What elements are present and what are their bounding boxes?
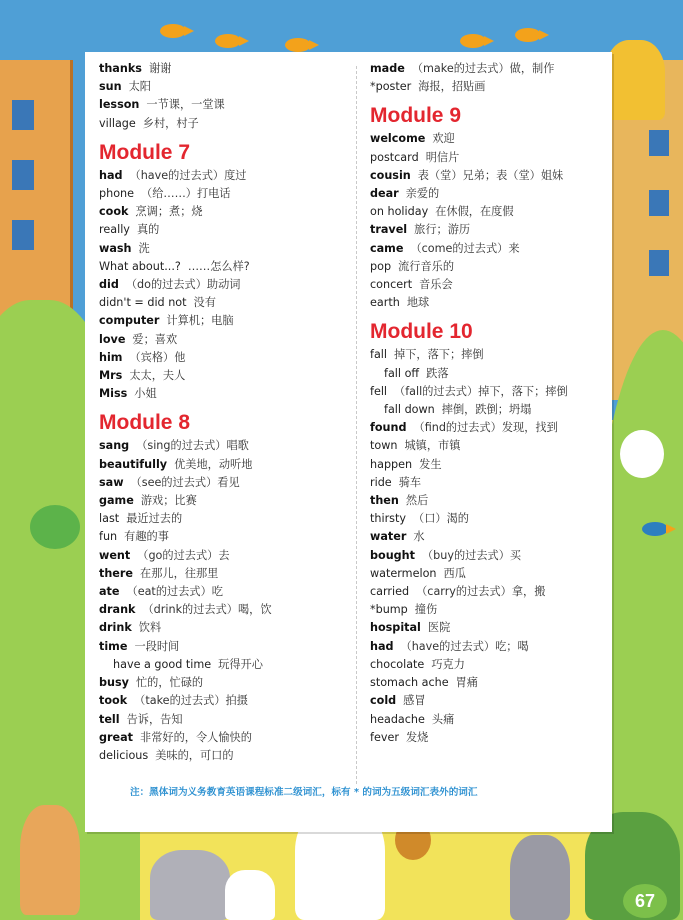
footnote: 注：黑体词为义务教育英语课程标准二级词汇，标有 * 的词为五级词汇表外的词汇 (130, 787, 478, 798)
vocab-entry (99, 656, 339, 674)
fish-icon (285, 38, 311, 52)
vocab-meaning: 亲爱的 (405, 187, 440, 201)
vocab-entry (370, 130, 605, 148)
vocab-meaning: 西瓜 (443, 566, 466, 580)
vocab-meaning: 在那儿，往那里 (140, 566, 219, 580)
vocab-word: happen (370, 457, 413, 471)
vocab-word: busy (99, 676, 129, 690)
vocab-meaning: 非常好的，令人愉快的 (140, 730, 252, 744)
vocab-word: saw (99, 475, 124, 489)
vocab-entry (99, 258, 339, 276)
vocab-meaning: 海报，招贴画 (418, 80, 486, 94)
vocab-word: delicious (99, 748, 149, 762)
vocab-meaning: 明信片 (425, 150, 460, 164)
puppy-character (225, 870, 275, 920)
vocab-word: great (99, 730, 134, 744)
vocab-word: on holiday (370, 205, 429, 219)
vocab-word: went (99, 548, 131, 562)
vocab-word: drank (99, 603, 136, 617)
vocab-entry (99, 349, 339, 367)
vocab-entry (99, 221, 339, 239)
vocab-meaning: 爱；喜欢 (132, 332, 178, 346)
vocab-entry (370, 365, 605, 383)
vocab-entry (99, 583, 339, 601)
vocab-word: cold (370, 694, 397, 708)
bird-character (620, 430, 664, 478)
vocab-word: sang (99, 439, 130, 453)
vocab-entry (99, 474, 339, 492)
vocab-meaning: 美味的，可口的 (155, 748, 234, 762)
vocab-word: beautifully (99, 457, 168, 471)
vocab-meaning: 真的 (136, 223, 160, 237)
vocab-entry (99, 601, 339, 619)
vocab-entry (99, 692, 339, 710)
vocab-meaning: 胃痛 (455, 676, 478, 690)
vocab-meaning: （come的过去式）来 (410, 241, 520, 255)
vocab-word: love (99, 332, 126, 346)
vocab-meaning: （do的过去式）助动词 (125, 278, 241, 292)
vocab-meaning: 撞伤 (414, 603, 438, 617)
vocab-entry (370, 383, 605, 401)
vocab-word: computer (99, 314, 160, 328)
vocab-word: then (370, 494, 399, 508)
vocab-entry (370, 78, 605, 96)
vocab-entry (370, 419, 605, 437)
vocab-word: pop (370, 259, 392, 273)
vocab-word: found (370, 421, 407, 435)
vocab-word: fever (370, 730, 399, 744)
module-heading: Module 7 (99, 140, 191, 164)
fish-icon (215, 34, 241, 48)
vocab-entry (99, 674, 339, 692)
vocab-word: drink (99, 621, 132, 635)
vocab-entry (99, 276, 339, 294)
vocab-meaning: 计算机；电脑 (166, 314, 234, 328)
vocab-meaning: 游戏；比赛 (140, 494, 197, 508)
vocab-meaning: 摔倒，跌倒；坍塌 (441, 403, 532, 417)
vocab-meaning: 水 (413, 530, 425, 544)
vocab-word: *bump (370, 603, 408, 617)
vocab-meaning: （fall的过去式）掉下，落下；摔倒 (394, 384, 568, 398)
vocab-meaning: 跌落 (426, 366, 449, 380)
vocab-entry (99, 747, 339, 765)
vocab-entry (370, 167, 605, 185)
vocab-word: carried (370, 585, 410, 599)
vocab-meaning: 饮料 (138, 621, 162, 635)
vocabulary-page (85, 52, 612, 832)
vocab-meaning: 优美地，动听地 (174, 457, 253, 471)
vocab-entry (99, 367, 339, 385)
vocab-word: cousin (370, 168, 411, 182)
vocab-entry (370, 711, 605, 729)
wolf-character (510, 835, 570, 920)
cat-character (20, 805, 80, 915)
vocab-word: postcard (370, 150, 419, 164)
vocab-meaning: （给……）打电话 (141, 187, 231, 201)
vocab-entry (99, 729, 339, 747)
module-heading: Module 9 (370, 104, 462, 128)
vocab-entry (99, 240, 339, 258)
page-number: 67 (623, 884, 667, 918)
vocab-word: village (99, 116, 136, 130)
vocab-word: thirsty (370, 512, 407, 526)
vocab-word: *poster (370, 80, 412, 94)
vocab-meaning: 发烧 (405, 730, 429, 744)
vocab-word: earth (370, 296, 400, 310)
vocab-entry (99, 312, 339, 330)
vocab-entry (370, 583, 605, 601)
vocab-meaning: 医院 (427, 621, 451, 635)
vocab-meaning: 有趣的事 (124, 530, 169, 544)
vocab-entry (370, 474, 605, 492)
module-heading: Module 10 (370, 320, 473, 344)
vocab-entry (370, 346, 605, 364)
vocab-word: travel (370, 223, 408, 237)
vocab-word: time (99, 639, 128, 653)
vocab-meaning: （have的过去式）吃；喝 (400, 639, 529, 653)
vocab-entry (99, 510, 339, 528)
vocab-word: cook (99, 205, 129, 219)
vocab-entry (370, 729, 605, 747)
vocab-entry (370, 60, 605, 78)
vocab-meaning: 烹调；煮；烧 (135, 205, 203, 219)
vocab-word: ride (370, 475, 392, 489)
vocab-meaning: 最近过去的 (126, 512, 183, 526)
elephant-character (150, 850, 230, 920)
vocab-entry (99, 638, 339, 656)
vocab-entry (99, 78, 339, 96)
vocab-meaning: 在休假，在度假 (435, 205, 514, 219)
vocab-entry (99, 456, 339, 474)
vocab-meaning: （carry的过去式）拿，搬 (416, 585, 546, 599)
vocab-entry (370, 437, 605, 455)
vocab-entry (99, 331, 339, 349)
vocab-word: fun (99, 530, 118, 544)
vocab-meaning: 小姐 (134, 387, 157, 401)
vocab-meaning: 忙的，忙碌的 (135, 676, 204, 690)
vocab-word: tell (99, 712, 120, 726)
vocab-word: What about...? (99, 259, 181, 273)
vocab-meaning: （have的过去式）度过 (129, 168, 247, 182)
column-divider (356, 66, 357, 784)
vocab-meaning: 掉下，落下；摔倒 (394, 348, 484, 362)
vocab-meaning: 一节课，一堂课 (146, 98, 225, 112)
vocab-entry (99, 203, 339, 221)
vocab-entry (99, 619, 339, 637)
vocab-entry (370, 203, 605, 221)
vocab-entry (99, 437, 339, 455)
vocab-word: wash (99, 241, 132, 255)
vocab-meaning: 谢谢 (148, 62, 172, 75)
vocab-meaning: （口）渴的 (413, 512, 469, 526)
vocab-word: last (99, 512, 120, 526)
vocab-word: took (99, 694, 128, 708)
vocab-word: had (99, 168, 123, 182)
vocab-meaning: 太太，夫人 (129, 369, 186, 383)
vocab-entry (99, 547, 339, 565)
vocab-entry (370, 528, 605, 546)
vocab-entry (370, 149, 605, 167)
vocab-entry (370, 510, 605, 528)
vocab-meaning: （take的过去式）拍摄 (134, 694, 248, 708)
vocab-meaning: 洗 (138, 241, 150, 255)
vocab-meaning: 地球 (406, 296, 430, 310)
vocab-meaning: 告诉，告知 (126, 712, 183, 726)
vocab-meaning: （eat的过去式）吃 (126, 585, 223, 599)
vocab-entry (370, 276, 605, 294)
vocab-entry (99, 185, 339, 203)
vocab-word: have a good time (113, 657, 212, 671)
vocab-entry (99, 385, 339, 403)
vocab-word: hospital (370, 621, 421, 635)
module-heading: Module 8 (99, 411, 191, 435)
vocab-word: didn't = did not (99, 296, 187, 310)
vocab-entry (99, 492, 339, 510)
vocab-word: did (99, 278, 119, 292)
vocab-word: bought (370, 548, 415, 562)
vocab-meaning: 没有 (193, 296, 216, 310)
vocab-meaning: 发生 (419, 457, 442, 471)
vocab-meaning: （go的过去式）去 (137, 548, 230, 562)
vocab-word: lesson (99, 98, 140, 112)
vocab-meaning: 玩得开心 (218, 657, 263, 671)
vocab-meaning: ……怎么样? (187, 259, 250, 273)
vocab-word: watermelon (370, 566, 437, 580)
vocab-word: fell (370, 384, 388, 398)
fish-icon (460, 34, 486, 48)
vocab-word: him (99, 350, 123, 364)
blue-fish-icon (642, 522, 668, 536)
vocab-word: game (99, 494, 134, 508)
vocab-word: dear (370, 187, 399, 201)
vocab-meaning: 旅行；游历 (414, 223, 471, 237)
vocab-meaning: 头痛 (431, 712, 455, 726)
vocab-word: made (370, 62, 405, 75)
vocab-word: there (99, 566, 134, 580)
vocab-meaning: （buy的过去式）买 (421, 548, 522, 562)
vocab-entry (99, 167, 339, 185)
vocab-meaning: 太阳 (128, 80, 151, 94)
bee-character (605, 40, 665, 120)
fish-icon (515, 28, 541, 42)
vocab-meaning: 流行音乐的 (398, 259, 455, 273)
vocab-meaning: （drink的过去式）喝，饮 (142, 603, 272, 617)
vocab-word: water (370, 530, 407, 544)
vocab-meaning: （sing的过去式）唱歌 (136, 439, 249, 453)
vocab-entry (370, 692, 605, 710)
vocab-entry (370, 456, 605, 474)
vocab-entry (370, 674, 605, 692)
vocab-word: phone (99, 187, 135, 201)
vocab-meaning: 乡村，村子 (142, 116, 199, 130)
vocab-word: fall (370, 348, 388, 362)
vocab-entry (99, 115, 339, 133)
vocab-word: stomach ache (370, 676, 449, 690)
vocab-entry (99, 528, 339, 546)
vocabulary-column-left (99, 60, 339, 765)
vocab-entry (370, 656, 605, 674)
vocab-word: fall off (384, 366, 420, 380)
vocab-meaning: 音乐会 (419, 278, 453, 292)
vocab-meaning: 表（堂）兄弟；表（堂）姐妹 (417, 168, 564, 182)
vocab-word: welcome (370, 132, 426, 146)
vocab-word: really (99, 223, 130, 237)
vocab-word: town (370, 439, 398, 453)
vocab-entry (370, 638, 605, 656)
vocab-meaning: 感冒 (403, 694, 426, 708)
vocab-entry (99, 565, 339, 583)
vocab-entry (370, 240, 605, 258)
vocab-word: had (370, 639, 394, 653)
vocab-meaning: 一段时间 (134, 639, 180, 653)
vocab-word: chocolate (370, 657, 425, 671)
vocab-entry (370, 492, 605, 510)
vocab-word: Miss (99, 387, 128, 401)
vocab-entry (370, 294, 605, 312)
vocab-word: thanks (99, 62, 142, 75)
vocab-entry (370, 619, 605, 637)
vocab-meaning: 欢迎 (432, 132, 455, 146)
vocab-word: fall down (384, 403, 435, 417)
vocab-meaning: （find的过去式）发现，找到 (413, 421, 558, 435)
vocab-entry (99, 96, 339, 114)
vocab-word: sun (99, 80, 122, 94)
vocab-word: came (370, 241, 404, 255)
vocab-meaning: 城镇，市镇 (404, 439, 461, 453)
vocab-entry (99, 294, 339, 312)
vocab-word: concert (370, 278, 413, 292)
vocab-meaning: （see的过去式）看见 (130, 475, 240, 489)
vocab-meaning: （宾格）他 (129, 350, 186, 364)
vocab-entry (370, 221, 605, 239)
vocab-meaning: 巧克力 (431, 657, 465, 671)
vocab-meaning: 然后 (405, 494, 429, 508)
vocab-meaning: 骑车 (398, 475, 422, 489)
vocab-word: Mrs (99, 369, 123, 383)
vocab-meaning: （make的过去式）做，制作 (411, 62, 555, 75)
fish-icon (160, 24, 186, 38)
vocab-entry (370, 258, 605, 276)
vocab-word: headache (370, 712, 425, 726)
vocab-word: ate (99, 585, 120, 599)
vocab-entry (370, 401, 605, 419)
vocabulary-column-right (370, 60, 605, 747)
parrot-character (30, 505, 80, 549)
vocab-entry (99, 60, 339, 78)
vocab-entry (370, 565, 605, 583)
vocab-entry (370, 547, 605, 565)
vocab-entry (370, 185, 605, 203)
vocab-entry (99, 711, 339, 729)
vocab-entry (370, 601, 605, 619)
